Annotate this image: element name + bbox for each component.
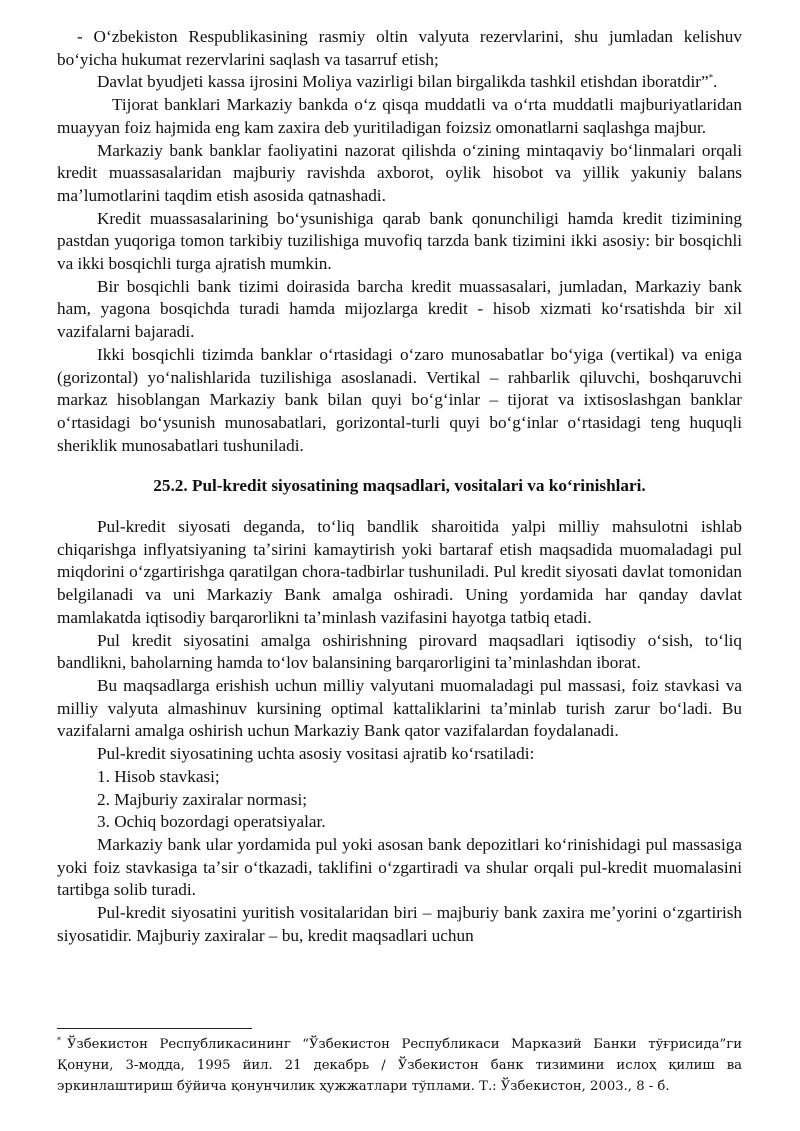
list-item: 1. Hisob stavkasi;	[97, 766, 220, 786]
paragraph-two-tier: Ikki bosqichli tizimda banklar oʻrtasidagi oʻzaro munosabatlar boʻyiga (vertikal) va eniga (gorizontal) yoʻnalishlarida tuzilishiga asoslanadi. Vertikal – rahbarlik qiluvchi, boshqaruvchi markaz hisoblangan Markaziy bank bilan quyi boʻgʻinlar – tijorat va ixtisoslashgan banklar oʻrtasidagi boʻysunish munosabatlari, gorizontal-turli quyi boʻgʻinlar oʻrtasidagi teng huquqli sheriklik munosabatlari tushuniladi.	[57, 344, 742, 455]
footnote-text: Ўзбекистон Республикасининг “Ўзбекистон Республикаси Марказий Банки тўғрисида”ги Қонуни, 3-модда, 1995 йил. 21 декабрь / Ўзбекистон банк тизимини ислоҳ қилиш ва эркинлаштириш бўйича қонунчилик ҳужжатлари тўплами. Т.: Ўзбекистон, 2003., 8 - б.	[57, 1037, 742, 1094]
paragraph-one-tier: Bir bosqichli bank tizimi doirasida barcha kredit muassasalari, jumladan, Markaziy bank ham, yagona bosqichda turadi hamda mijozlarga kredit - hisob xizmati koʻrsatishda bir xil vazifalarni bajaradi.	[57, 276, 742, 342]
page-body	[57, 26, 742, 947]
paragraph-credit-institutions: Kredit muassasalarining boʻysunishiga qarab bank qonunchiligi hamda kredit tizimining pastdan yuqoriga tomon tarkibiy tuzilishiga muvofiq tarzda bank tizimini ikki asosiy: bir bosqichli va ikki bosqichli turga ajratish mumkin.	[57, 208, 742, 274]
footnote-reference[interactable]: *	[708, 72, 714, 83]
paragraph-central-bank-influence: Markaziy bank ular yordamida pul yoki asosan bank depozitlari koʻrinishidagi pul massasiga yoki foiz stavkasiga taʼsir oʻtkazadi, taklifini oʻzgartiradi va shular orqali pul-kredit muomalasini tartibga solib turadi.	[57, 834, 742, 900]
paragraph-final-goals: Pul kredit siyosatini amalga oshirishning pirovard maqsadlari iqtisodiy oʻsish, toʻliq bandlikni, baholarning hamda toʻlov balansining barqarorligini taʼminlashdan iborat.	[57, 630, 742, 673]
section-heading: 25.2. Pul-kredit siyosatining maqsadlari, vositalari va koʻrinishlari.	[153, 476, 646, 496]
paragraph-reserves: - Oʻzbekiston Respublikasining rasmiy oltin valyuta rezervlarini, shu jumladan kelishuv boʻyicha hukumat rezervlarini saqlash va tasarruf etish;	[57, 27, 742, 69]
paragraph-goals-means: Bu maqsadlarga erishish uchun milliy valyutani muomaladagi pul massasi, foiz stavkasi va milliy valyuta almashinuv kursining optimal kattaliklarini taʼminlab turish zarur boʻladi. Bu vazifalarni amalga oshirish uchun Markaziy Bank qator vazifalardan foydalanadi.	[57, 675, 742, 741]
paragraph-commercial-banks: Tijorat banklari Markaziy bankda oʻz qisqa muddatli va oʻrta muddatli majburiyatlaridan muayyan foiz hajmida eng kam zaxira deb yuritiladigan foizsiz omonatlarni saqlashga majbur.	[57, 95, 742, 137]
footnote	[57, 1034, 742, 1097]
list-item: 2. Majburiy zaxiralar normasi;	[97, 789, 308, 809]
footnote-divider	[57, 1028, 252, 1029]
footnote-marker: *	[57, 1035, 61, 1045]
paragraph-supervision: Markaziy bank banklar faoliyatini nazorat qilishda oʻzining mintaqaviy boʻlinmalari orqali kredit muassasalaridan majburiy ravishda axborot, oylik hisobot va yillik yakuniy balans maʼlumotlarini taqdim etish asosida qatnashadi.	[57, 140, 742, 205]
paragraph-three-instruments: Pul-kredit siyosatining uchta asosiy vositasi ajratib koʻrsatiladi:	[97, 744, 535, 764]
paragraph-budget-text: Davlat byudjeti kassa ijrosini Moliya vazirligi bilan birgalikda tashkil etishdan iboratdir”	[97, 72, 709, 92]
list-item: 3. Ochiq bozordagi operatsiyalar.	[97, 812, 326, 832]
paragraph-reserve-policy: Pul-kredit siyosatini yuritish vositalaridan biri – majburiy bank zaxira meʼyorini oʻzgartirish siyosatidir. Majburiy zaxiralar – bu, kredit maqsadlari uchun	[57, 903, 742, 945]
paragraph-monetary-policy: Pul-kredit siyosati deganda, toʻliq bandlik sharoitida yalpi milliy mahsulotni ishlab chiqarishga inflyatsiyaning taʼsirini kamaytirish yoki bartaraf etish maqsadida muomaladagi pul miqdorini oʻzgartirishga qaratilgan chora-tadbirlar tushuniladi. Pul kredit siyosati davlat tomonidan belgilanadi va uni Markaziy Bank amalga oshiradi. Uning yordamida har qanday davlat mamlakatda iqtisodiy barqarorlikni taʼminlash vazifasini hayotga tatbiq etadi.	[57, 517, 742, 627]
paragraph-budget: Davlat byudjeti kassa ijrosini Moliya vazirligi bilan birgalikda tashkil etishdan iboratdir”*.	[97, 72, 718, 92]
